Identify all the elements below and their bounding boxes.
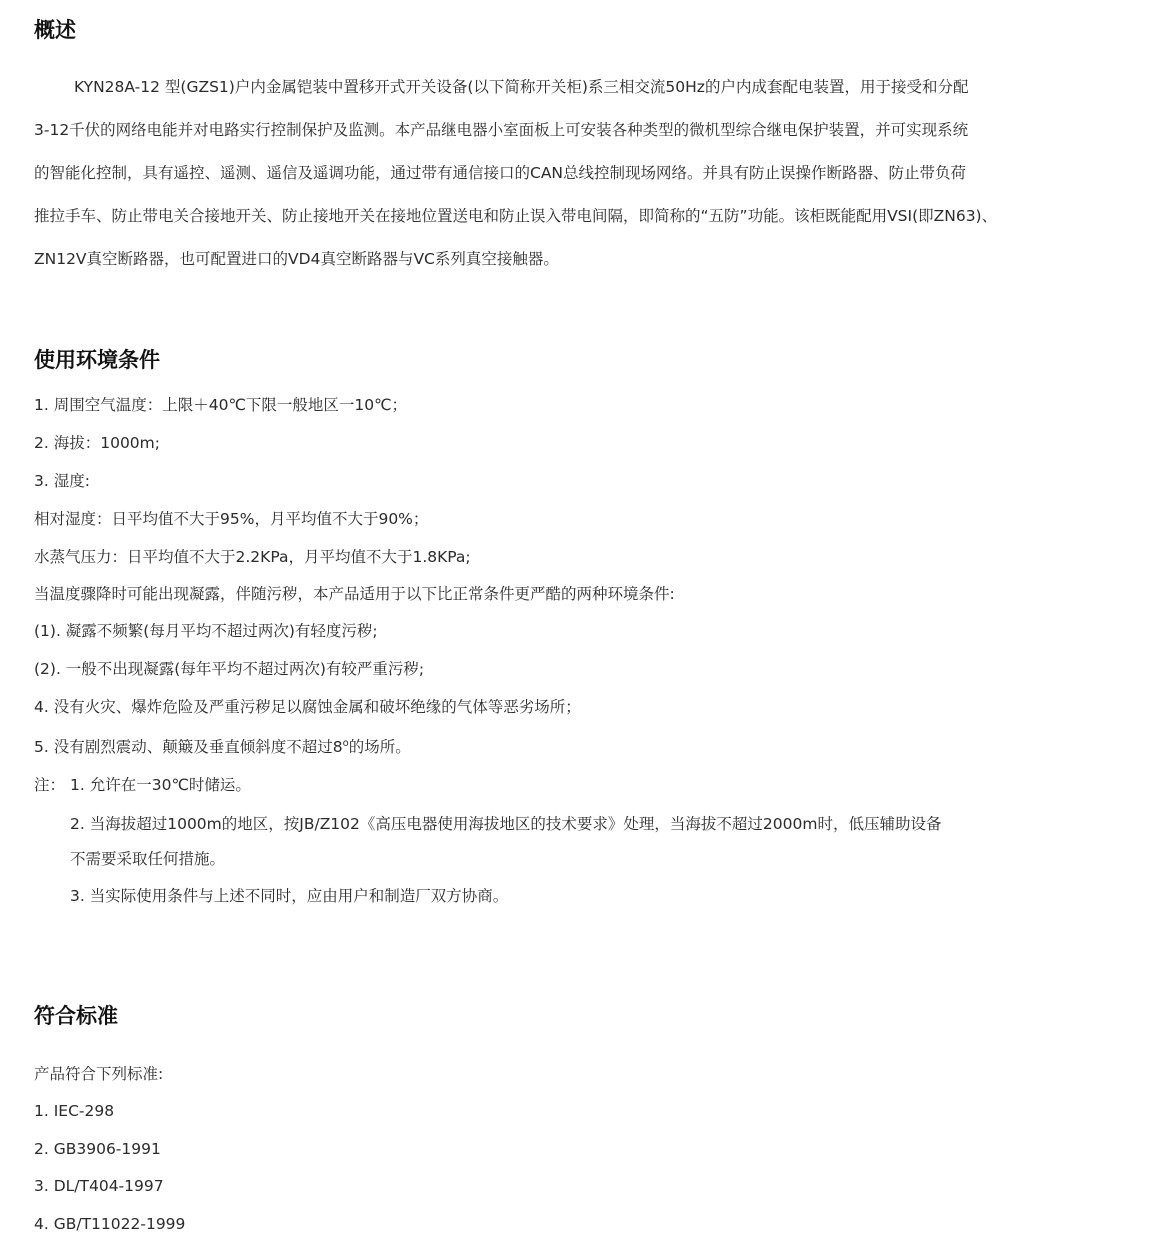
overview-paragraph-line: ZN12V真空断路器，也可配置进口的VD4真空断路器与VC系列真空接触器。 [34, 250, 559, 268]
standard-item: 2. GB3906-1991 [34, 1140, 161, 1158]
environment-item: 4. 没有火灾、爆炸危险及严重污秽足以腐蚀金属和破坏绝缘的气体等恶劣场所； [34, 698, 581, 716]
overview-paragraph-line: 的智能化控制，具有遥控、遥测、遥信及遥调功能，通过带有通信接口的CAN总线控制现场网络。并具有防止误操作断路器、防止带负荷 [34, 164, 967, 182]
note-label: 注： [34, 776, 66, 794]
environment-item: (1). 凝露不频繁(每月平均不超过两次)有轻度污秽; [34, 622, 378, 640]
overview-paragraph-line: KYN28A-12 型(GZS1)户内金属铠装中置移开式开关设备(以下简称开关柜)系三相交流50Hz的户内成套配电装置，用于接受和分配 [74, 78, 969, 96]
environment-item-text: 的场所。 [348, 738, 411, 756]
environment-item: 1. 周围空气温度：上限＋40℃下限一般地区一10℃； [34, 396, 407, 414]
standard-item: 3. DL/T404-1997 [34, 1177, 164, 1195]
environment-item: 水蒸气压力：日平均值不大于2.2KPa，月平均值不大于1.8KPa; [34, 548, 471, 566]
environment-item: 2. 海拔：1000m; [34, 434, 160, 452]
environment-item-text: 5. 没有剧烈震动、颠簸及垂直倾斜度不超过8 [34, 738, 343, 756]
note-item: 不需要采取任何措施。 [70, 850, 226, 868]
overview-paragraph-line: 3-12千伏的网络电能并对电路实行控制保护及监测。本产品继电器小室面板上可安装各种类型的微机型综合继电保护装置，并可实现系统 [34, 121, 969, 139]
standards-intro: 产品符合下列标准: [34, 1065, 164, 1083]
note-item: 3. 当实际使用条件与上述不同时，应由用户和制造厂双方协商。 [70, 887, 509, 905]
note-item: 1. 允许在一30℃时储运。 [70, 776, 251, 794]
standard-item: 4. GB/T11022-1999 [34, 1215, 186, 1233]
environment-heading: 使用环境条件 [34, 348, 160, 372]
environment-item [34, 740, 411, 756]
environment-item: 相对湿度：日平均值不大于95%，月平均值不大于90%； [34, 510, 429, 528]
overview-paragraph-line: 推拉手车、防止带电关合接地开关、防止接地开关在接地位置送电和防止误入带电间隔，即简称的“五防”功能。该柜既能配用VSI(即ZN63)、 [34, 207, 998, 225]
overview-heading: 概述 [34, 18, 76, 42]
standard-item: 1. IEC-298 [34, 1102, 115, 1120]
standards-heading: 符合标准 [34, 1004, 118, 1028]
note-item: 2. 当海拔超过1000m的地区，按JB/Z102《高压电器使用海拔地区的技术要求》处理，当海拔不超过2000m时，低压辅助设备 [70, 815, 942, 833]
environment-item: 3. 湿度: [34, 472, 90, 490]
degree-mark: o [342, 738, 349, 749]
environment-item: (2). 一般不出现凝露(每年平均不超过两次)有较严重污秽; [34, 660, 425, 678]
environment-item: 当温度骤降时可能出现凝露，伴随污秽，本产品适用于以下比正常条件更严酷的两种环境条件: [34, 585, 675, 603]
